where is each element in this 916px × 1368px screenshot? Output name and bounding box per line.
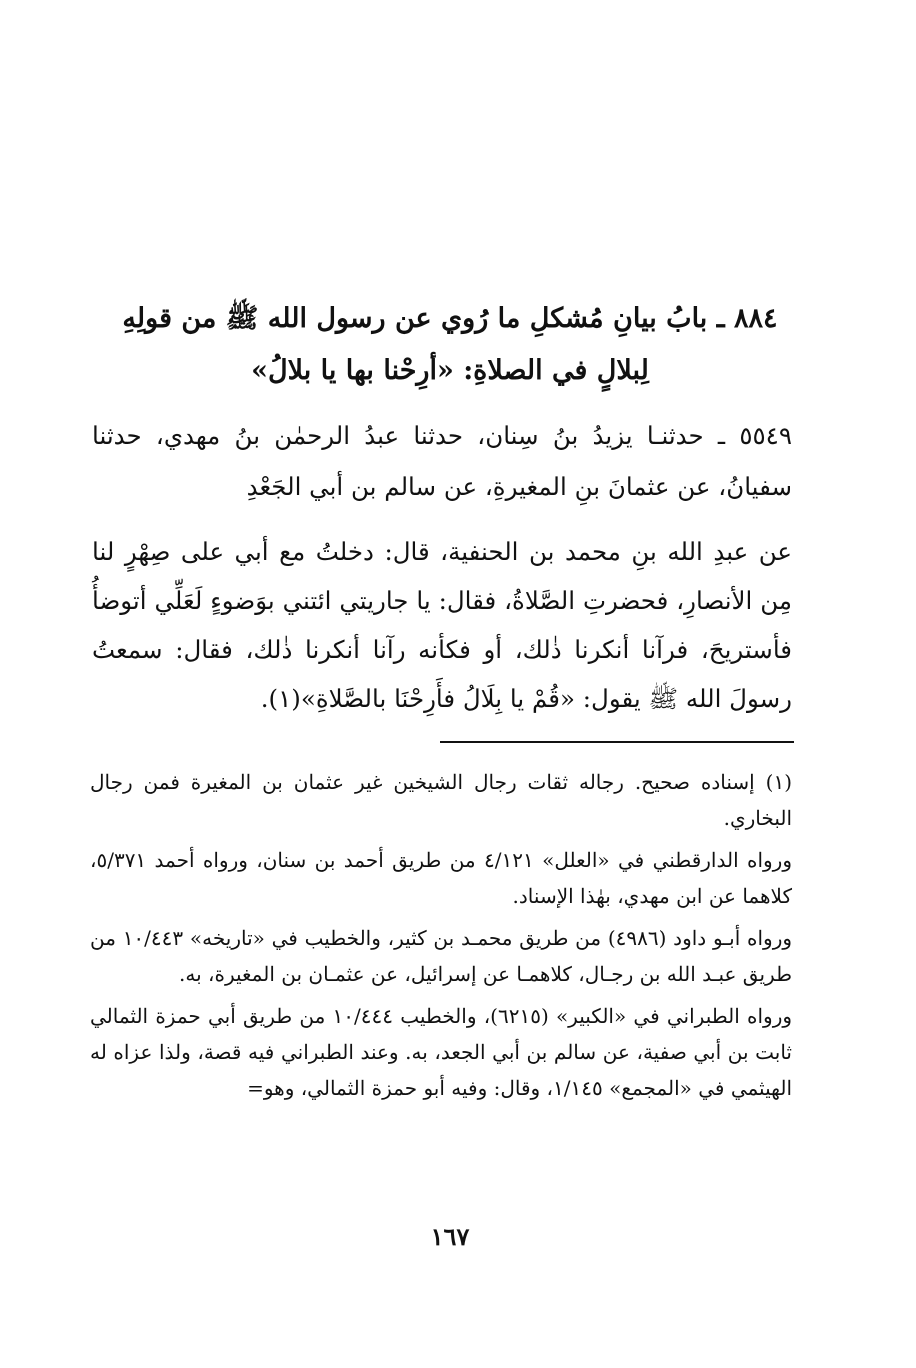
footnote-paragraph: ورواه أبـو داود (٤٩٨٦) من طريق محمـد بن كثير، والخطيب في «تاريخه» ١٠/٤٤٣ من طريق عبـد الله بن رجـال، كلاهمـا عن إسرائيل، عن عثمـان بن المغيرة، به. bbox=[90, 926, 793, 986]
hadith-text: عن عبدِ الله بنِ محمد بن الحنفية، قال: دخلتُ مع أبي على صِهْرٍ لنا مِن الأنصارِ، فحضرتِ الصَّلاةُ، فقال: يا جاريتي ائتني بوَضوءٍ لَعَلِّي أتوضأُ فأستريحَ، فرآنا أنكرنا ذٰلك، أو فكأنه رآنا أنكرنا ذٰلك، فقال: سمعتُ رسولَ الله ﷺ يقول: «قُمْ يا بِلَالُ فأَرِحْنَا بالصَّلاةِ»(١). bbox=[92, 537, 792, 713]
footnote-paragraph: (١) إسناده صحيح. رجاله ثقات رجال الشيخين غير عثمان بن المغيرة فمن رجال البخاري. bbox=[90, 770, 792, 830]
footnote-paragraph: ورواه الدارقطني في «العلل» ٤/١٢١ من طريق أحمد بن سنان، ورواه أحمد ٥/٣٧١، كلاهما عن ابن مهدي، بهٰذا الإسناد. bbox=[90, 848, 792, 908]
page-number: ١٦٧ bbox=[430, 1222, 470, 1251]
chapter-title: ٨٨٤ ـ بابُ بيانِ مُشكلِ ما رُوي عن رسول الله ﷺ من قولِهِ لِبلالٍ في الصلاةِ: «أرِحْنا بها يا بلالُ» bbox=[122, 303, 778, 386]
hadith-isnad: ٥٥٤٩ ـ حدثنـا يزيدُ بنُ سِنان، حدثنا عبدُ الرحمٰن بنُ مهدي، حدثنا سفيانُ، عن عثمانَ بنِ المغيرةِ، عن سالم بن أبي الجَعْدِ bbox=[92, 421, 792, 501]
footnotes-section bbox=[90, 764, 792, 1112]
footnote-divider bbox=[440, 741, 794, 743]
footnote-paragraph: ورواه الطبراني في «الكبير» (٦٢١٥)، والخطيب ١٠/٤٤٤ من طريق أبي حمزة الثمالي ثابت بن أبي صفية، عن سالم بن أبي الجعد، به. وعند الطبراني فيه قصة، ولذا عزاه له الهيثمي في «المجمع» ١/١٤٥، وقال: وفيه أبو حمزة الثمالي، وهو= bbox=[90, 1004, 793, 1100]
